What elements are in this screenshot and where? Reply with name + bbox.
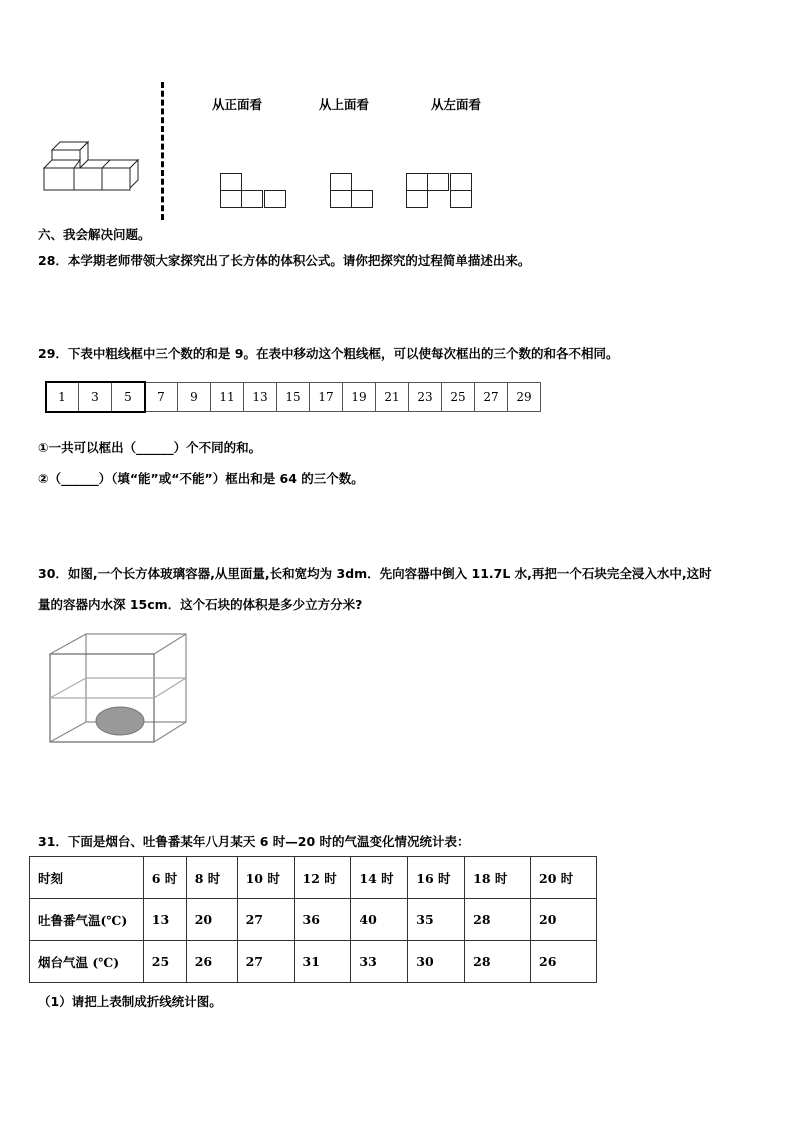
- table-cell: 40: [351, 899, 408, 941]
- question-30-line-2: 量的容器内水深 15cm．这个石块的体积是多少立方分米?: [38, 597, 363, 612]
- table-cell: 8 时: [186, 857, 237, 899]
- number-cell: 1: [45, 382, 79, 412]
- top-view-label: 从上面看: [319, 97, 370, 112]
- number-cell: 15: [276, 382, 310, 412]
- table-cell: 6 时: [143, 857, 186, 899]
- number-cell: 25: [441, 382, 475, 412]
- question-30-line-1: 30．如图,一个长方体玻璃容器,从里面量,长和宽均为 3dm．先向容器中倒入 11.7L 水,再把一个石块完全浸入水中,这时: [38, 566, 712, 581]
- front-view-label: 从正面看: [212, 97, 263, 112]
- cube-stack-figure: [40, 136, 140, 196]
- table-cell: 14 时: [351, 857, 408, 899]
- table-cell: 18 时: [465, 857, 531, 899]
- table-cell: 20 时: [531, 857, 597, 899]
- number-cell: 29: [507, 382, 541, 412]
- number-cell: 17: [309, 382, 343, 412]
- number-cell: 27: [474, 382, 508, 412]
- table-cell: 27: [237, 899, 294, 941]
- section-heading: 六、我会解决问题。: [38, 227, 151, 242]
- table-cell: 吐鲁番气温(℃): [30, 899, 144, 941]
- table-cell: 30: [408, 941, 465, 983]
- table-cell: 12 时: [294, 857, 351, 899]
- glass-container-figure: [46, 632, 192, 746]
- number-cell: 5: [111, 382, 145, 412]
- table-cell: 13: [143, 899, 186, 941]
- table-cell: 26: [186, 941, 237, 983]
- table-cell: 27: [237, 941, 294, 983]
- table-header-row: [30, 857, 597, 899]
- question-31-part-1: （1）请把上表制成折线统计图。: [38, 994, 222, 1009]
- number-cell: 7: [144, 382, 178, 412]
- table-cell: 31: [294, 941, 351, 983]
- table-cell: 20: [531, 899, 597, 941]
- stone-shape: [96, 707, 144, 735]
- table-row: [30, 941, 597, 983]
- thick-frame: [45, 381, 146, 413]
- table-cell: 28: [465, 941, 531, 983]
- table-row: [30, 899, 597, 941]
- question-29-part-2: ②（______）（填“能”或“不能”）框出和是 64 的三个数。: [38, 471, 364, 486]
- number-cell: 9: [177, 382, 211, 412]
- table-cell: 时刻: [30, 857, 144, 899]
- temperature-table: [29, 856, 597, 983]
- number-cell: 11: [210, 382, 244, 412]
- number-cell: 19: [342, 382, 376, 412]
- table-cell: 20: [186, 899, 237, 941]
- number-cell: 13: [243, 382, 277, 412]
- table-cell: 35: [408, 899, 465, 941]
- question-29-part-1: ①一共可以框出（______）个不同的和。: [38, 440, 262, 455]
- number-cell: 23: [408, 382, 442, 412]
- dashed-separator: [161, 82, 164, 220]
- table-cell: 10 时: [237, 857, 294, 899]
- left-view-label: 从左面看: [431, 97, 482, 112]
- table-cell: 25: [143, 941, 186, 983]
- question-28: 28．本学期老师带领大家探究出了长方体的体积公式。请你把探究的过程简单描述出来。: [38, 253, 531, 268]
- table-cell: 33: [351, 941, 408, 983]
- table-cell: 16 时: [408, 857, 465, 899]
- question-29: 29．下表中粗线框中三个数的和是 9。在表中移动这个粗线框，可以使每次框出的三个数的和各不相同。: [38, 346, 619, 361]
- table-cell: 26: [531, 941, 597, 983]
- table-cell: 36: [294, 899, 351, 941]
- question-31: 31．下面是烟台、吐鲁番某年八月某天 6 时—20 时的气温变化情况统计表：: [38, 834, 470, 849]
- number-cell: 3: [78, 382, 112, 412]
- number-cell: 21: [375, 382, 409, 412]
- table-cell: 烟台气温 (℃): [30, 941, 144, 983]
- table-cell: 28: [465, 899, 531, 941]
